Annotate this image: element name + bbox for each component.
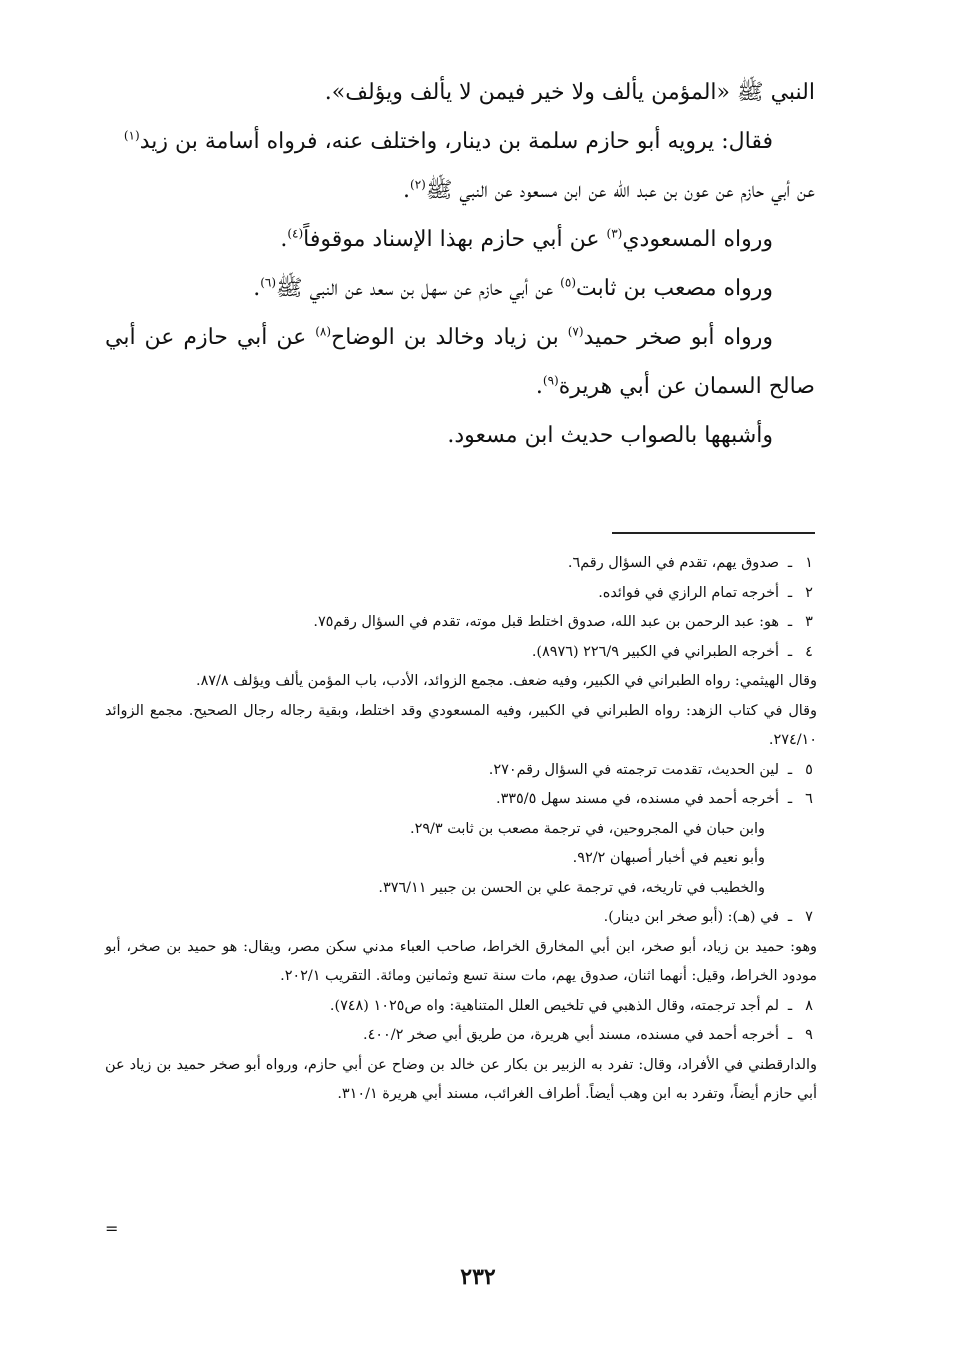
main-line: ورواه المسعودي$^{(٣)}$ عن أبي حازم بهذا الإسناد موقوفاً$^{(٤)}$. <box>280 226 773 252</box>
footnote: ٢ ـ أخرجه تمام الرازي في فوائده. <box>598 584 813 601</box>
footnote: ٦ ـ أخرجه أحمد في مسنده، في مسند سهل ٣٣٥/٥. <box>496 791 813 807</box>
footnote: ٨ ـ لم أجد ترجمته، وقال الذهبي في تلخيص العلل المتناهية: واه ص١٠٢٥ (٧٤٨). <box>329 997 813 1014</box>
page-number: ٢٣٢ <box>460 1264 496 1290</box>
footnote-continuation: والدارقطني في الأفراد، وقال: تفرد به الزبير بن بكار عن خالد بن وضاح عن أبي حازم، ورواه أبو صخر حميد بن زياد عن أبي حازم أيضاً، وتفرد به ابن وهب أيضاً. أطراف الغرائب، مسند أبي هريرة ٣١٠/١. <box>105 1056 817 1102</box>
main-line: وأشبهها بالصواب حديث ابن مسعود. <box>447 423 773 448</box>
footnote: ٤ ـ أخرجه الطبراني في الكبير ٢٢٦/٩ (٨٩٧٦). <box>531 643 813 660</box>
main-line: ورواه أبو صخر حميد$^{(٧)}$ بن زياد وخالد بن الوضاح$^{(٨)}$ عن أبي حازم عن أبي صالح السمان عن أبي هريرة$^{(٩)}$. <box>105 324 815 399</box>
footnote: ٥ ـ لين الحديث، تقدمت ترجمته في السؤال رقم٢٧٠. <box>488 761 813 778</box>
footnote-ref: (١) <box>123 128 140 143</box>
footnote-ref: (٣) <box>606 226 623 241</box>
footnotes <box>105 549 817 1110</box>
footnote: ٩ ـ أخرجه أحمد في مسنده، مسند أبي هريرة، من طريق أبي صخر ٤٠٠/٢. <box>363 1027 813 1043</box>
continuation-mark: = <box>105 1219 119 1238</box>
main-line: فقال: يرويه أبو حازم سلمة بن دينار، واختلف عنه، فرواه أسامة بن زيد$^{(١)}$ <box>123 128 773 154</box>
footnote-continuation: والخطيب في تاريخه، في ترجمة علي بن الحسن بن جبير ٣٧٦/١١. <box>378 879 765 896</box>
footnote-ref: (٢) <box>410 177 426 192</box>
footnote-ref: (٤) <box>287 226 304 241</box>
main-text <box>105 68 815 460</box>
footnote-continuation: وهو: حميد بن زياد، أبو صخر، ابن أبي المخارق الخراط، صاحب العباء مدني سكن مصر، ويقال: هو حميد بن صخر، أبو مودود الخراط، وقيل: أنهما اثنان، صدوق يهم، مات سنة تسع وثمانين ومائة. التقريب ٢٠٢/١. <box>105 938 817 984</box>
footnote-continuation: وقال في كتاب الزهد: رواه الطبراني في الكبير، وفيه المسعودي وقد اختلط، وبقية رجاله رجال الصحيح. مجمع الزوائد ٢٧٤/١٠. <box>105 702 817 748</box>
footnote-ref: (٥) <box>560 275 576 290</box>
footnote-ref: (٦) <box>260 275 277 290</box>
footnote-continuation: وابن حبان في المجروحين، في ترجمة مصعب بن ثابت ٢٩/٣. <box>410 820 765 837</box>
main-line: النبي ﷺ «المؤمن يألف ولا خير فيمن لا يألف ويؤلف». <box>324 80 815 105</box>
footnote: ٣ ـ هو: عبد الرحمن بن عبد الله، صدوق اختلط قبل موته، تقدم في السؤال رقم٧٥. <box>313 614 813 630</box>
footnote-continuation: وأبو نعيم في أخبار أصبهان ٩٢/٢. <box>572 850 765 866</box>
main-line: عن أبي حازم عن عون بن عبد الله عن ابن مسعود عن النبي ﷺ$^{(٢)}$. <box>403 177 815 203</box>
footnote-separator <box>612 532 815 534</box>
main-line: ورواه مصعب بن ثابت$^{(٥)}$ عن أبي حازم عن سهل بن سعد عن النبي ﷺ$^{(٦)}$. <box>253 275 773 301</box>
footnote-ref: (٧) <box>567 324 584 339</box>
footnote: ٧ ـ في (هـ): (أبو صخر ابن دينار). <box>603 909 813 925</box>
footnote: ١ ـ صدوق يهم، تقدم في السؤال رقم٦. <box>567 555 813 571</box>
footnote-ref: (٩) <box>542 373 559 388</box>
footnote-continuation: وقال الهيثمي: رواه الطبراني في الكبير، وفيه ضعف. مجمع الزوائد، الأدب، باب المؤمن يألف ويؤلف ٨٧/٨. <box>195 673 817 689</box>
footnote-ref: (٨) <box>315 324 332 339</box>
